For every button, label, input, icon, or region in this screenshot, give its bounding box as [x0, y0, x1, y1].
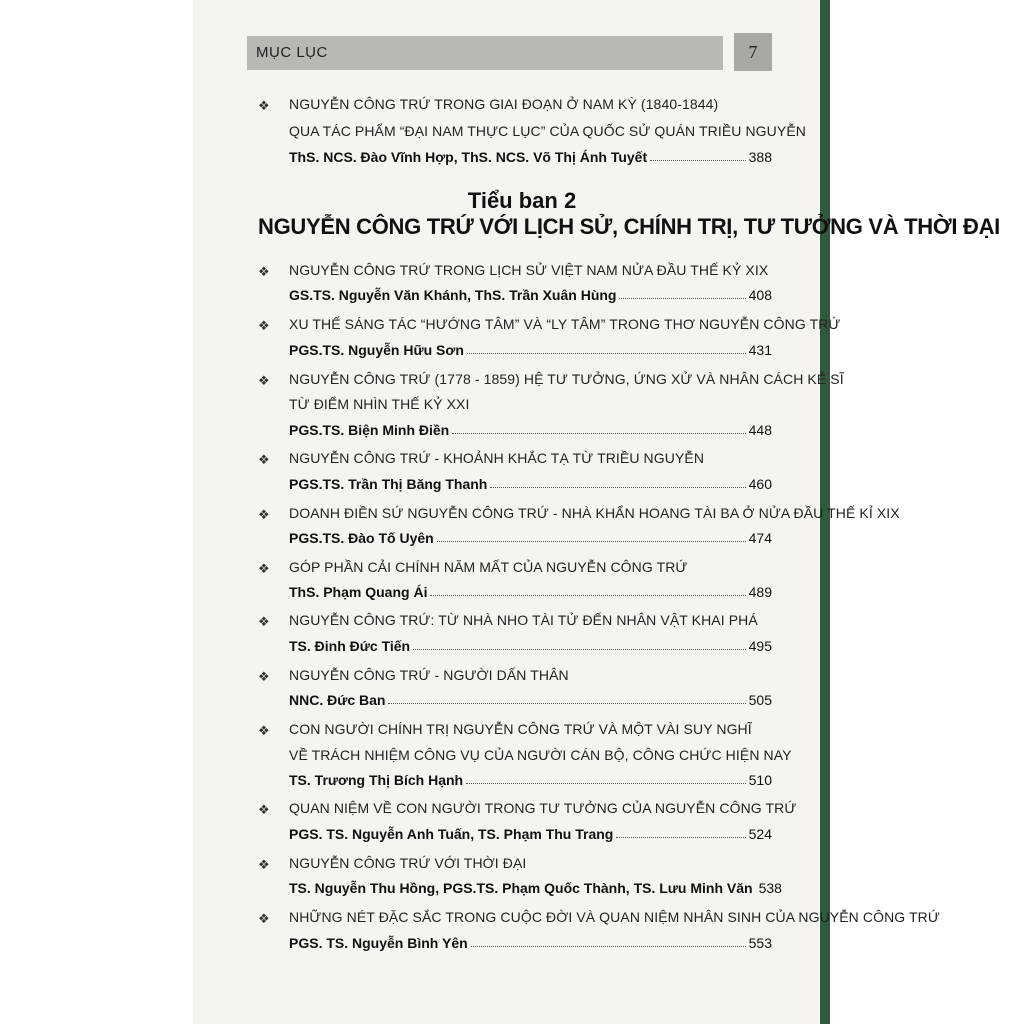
bullet-icon: ❖	[258, 507, 270, 522]
entry-page-number: 448	[748, 422, 772, 438]
bullet-icon: ❖	[258, 802, 270, 817]
entry-title-line: NHỮNG NÉT ĐẶC SẮC TRONG CUỘC ĐỜI VÀ QUAN NIỆM NHÂN SINH CỦA NGUYỄN CÔNG TRỨ	[289, 909, 940, 925]
dot-leader	[452, 433, 745, 434]
entry-page-number: 553	[748, 935, 772, 951]
bullet-icon: ❖	[258, 318, 270, 333]
entry-author-row	[289, 342, 772, 358]
entry-title-line: NGUYỄN CÔNG TRỨ TRONG GIAI ĐOẠN Ở NAM KỲ (1840-1844)	[289, 96, 719, 112]
entry-title-line: TỪ ĐIỂM NHÌN THẾ KỶ XXI	[289, 396, 470, 412]
entry-author-row	[289, 880, 782, 896]
entry-author: PGS.TS. Đào Tố Uyên	[289, 530, 434, 546]
header-title: MỤC LỤC	[256, 44, 328, 61]
entry-author-row	[289, 772, 772, 788]
entry-author-row	[289, 530, 772, 546]
dot-leader	[437, 541, 746, 542]
entry-author: GS.TS. Nguyễn Văn Khánh, ThS. Trần Xuân Hùng	[289, 287, 617, 303]
entry-title-line: NGUYỄN CÔNG TRỨ VỚI THỜI ĐẠI	[289, 855, 527, 871]
entry-title-line: CON NGƯỜI CHÍNH TRỊ NGUYỄN CÔNG TRỨ VÀ MỘT VÀI SUY NGHĨ	[289, 721, 752, 737]
dot-leader	[430, 595, 745, 596]
entry-page-number: 505	[748, 692, 772, 708]
bullet-icon: ❖	[258, 264, 270, 279]
dot-leader	[616, 837, 745, 838]
entry-title-line: GÓP PHẦN CẢI CHÍNH NĂM MẤT CỦA NGUYỄN CÔNG TRỨ	[289, 559, 688, 575]
entry-author-row	[289, 422, 772, 438]
bullet-icon: ❖	[258, 98, 270, 113]
entry-author: PGS.TS. Nguyễn Hữu Sơn	[289, 342, 464, 358]
entry-title-line: DOANH ĐIỀN SỨ NGUYỄN CÔNG TRỨ - NHÀ KHẨN HOANG TÀI BA Ở NỬA ĐẦU THẾ KỈ XIX	[289, 505, 900, 521]
dot-leader	[466, 783, 746, 784]
dot-leader	[650, 160, 746, 161]
entry-author-row	[289, 476, 772, 492]
entry-title-line: NGUYỄN CÔNG TRỨ - KHOẢNH KHẮC TẠ TỪ TRIỀU NGUYỄN	[289, 450, 705, 466]
entry-title-line: NGUYỄN CÔNG TRỨ TRONG LỊCH SỬ VIỆT NAM NỬA ĐẦU THẾ KỶ XIX	[289, 262, 769, 278]
dot-leader	[388, 703, 745, 704]
entry-author-row	[289, 638, 772, 654]
section-label: Tiểu ban 2	[467, 188, 577, 213]
entry-title-line: VỀ TRÁCH NHIỆM CÔNG VỤ CỦA NGƯỜI CÁN BỘ, CÔNG CHỨC HIỆN NAY	[289, 747, 792, 763]
entry-page-number: 460	[748, 476, 772, 492]
entry-title-line: QUAN NIỆM VỀ CON NGƯỜI TRONG TƯ TƯỞNG CỦA NGUYỄN CÔNG TRỨ	[289, 800, 797, 816]
entry-author: TS. Nguyễn Thu Hồng, PGS.TS. Phạm Quốc Thành, TS. Lưu Minh Văn	[289, 880, 753, 896]
entry-author-row	[289, 584, 772, 600]
bullet-icon: ❖	[258, 561, 270, 576]
entry-author-row	[289, 149, 772, 165]
entry-author: PGS. TS. Nguyễn Bình Yên	[289, 935, 468, 951]
entry-title-line: NGUYỄN CÔNG TRỨ (1778 - 1859) HỆ TƯ TƯỞNG, ỨNG XỬ VÀ NHÂN CÁCH KẺ SĨ	[289, 371, 844, 387]
entry-page-number: 431	[748, 342, 772, 358]
entry-author: PGS.TS. Trần Thị Băng Thanh	[289, 476, 488, 492]
entry-page-number: 495	[748, 638, 772, 654]
bullet-icon: ❖	[258, 911, 270, 926]
entry-title-line: NGUYỄN CÔNG TRỨ: TỪ NHÀ NHO TÀI TỬ ĐẾN NHÂN VẬT KHAI PHÁ	[289, 612, 758, 628]
entry-page-number: 524	[748, 826, 772, 842]
bullet-icon: ❖	[258, 614, 270, 629]
entry-page-number: 408	[748, 287, 772, 303]
entry-author: PGS.TS. Biện Minh Điền	[289, 422, 450, 438]
entry-page-number: 538	[758, 880, 782, 896]
dot-leader	[471, 946, 746, 947]
entry-author: NNC. Đức Ban	[289, 692, 386, 708]
dot-leader	[490, 487, 745, 488]
entry-title-line: QUA TÁC PHẨM “ĐẠI NAM THỰC LỤC” CỦA QUỐC SỬ QUÁN TRIỀU NGUYỄN	[289, 123, 806, 139]
entry-title-line: NGUYỄN CÔNG TRỨ - NGƯỜI DẤN THÂN	[289, 667, 569, 683]
bullet-icon: ❖	[258, 452, 270, 467]
bullet-icon: ❖	[258, 373, 270, 388]
entry-page-number: 510	[748, 772, 772, 788]
dot-leader	[619, 298, 745, 299]
entry-title-line: XU THẾ SÁNG TÁC “HƯỚNG TÂM” VÀ “LY TÂM” TRONG THƠ NGUYỄN CÔNG TRỨ	[289, 316, 841, 332]
entry-author-row	[289, 287, 772, 303]
entry-author-row	[289, 826, 772, 842]
entry-author-row	[289, 935, 772, 951]
bullet-icon: ❖	[258, 723, 270, 738]
entry-author: ThS. Phạm Quang Ái	[289, 584, 428, 600]
entry-author: PGS. TS. Nguyễn Anh Tuấn, TS. Phạm Thu Trang	[289, 826, 614, 842]
bullet-icon: ❖	[258, 669, 270, 684]
dot-leader	[413, 649, 746, 650]
entry-author-row	[289, 692, 772, 708]
page-number-box	[734, 33, 772, 71]
entry-author: TS. Đinh Đức Tiến	[289, 638, 411, 654]
dot-leader	[467, 353, 746, 354]
entry-author: TS. Trương Thị Bích Hạnh	[289, 772, 464, 788]
page-number: 7	[748, 42, 758, 62]
bullet-icon: ❖	[258, 857, 270, 872]
entry-page-number: 489	[748, 584, 772, 600]
entry-page-number: 388	[748, 149, 772, 165]
entry-author: ThS. NCS. Đào Vĩnh Hợp, ThS. NCS. Võ Thị Ánh Tuyết	[289, 149, 648, 165]
entry-page-number: 474	[748, 530, 772, 546]
section-title: NGUYỄN CÔNG TRỨ VỚI LỊCH SỬ, CHÍNH TRỊ, TƯ TƯỞNG VÀ THỜI ĐẠI	[258, 214, 1000, 239]
